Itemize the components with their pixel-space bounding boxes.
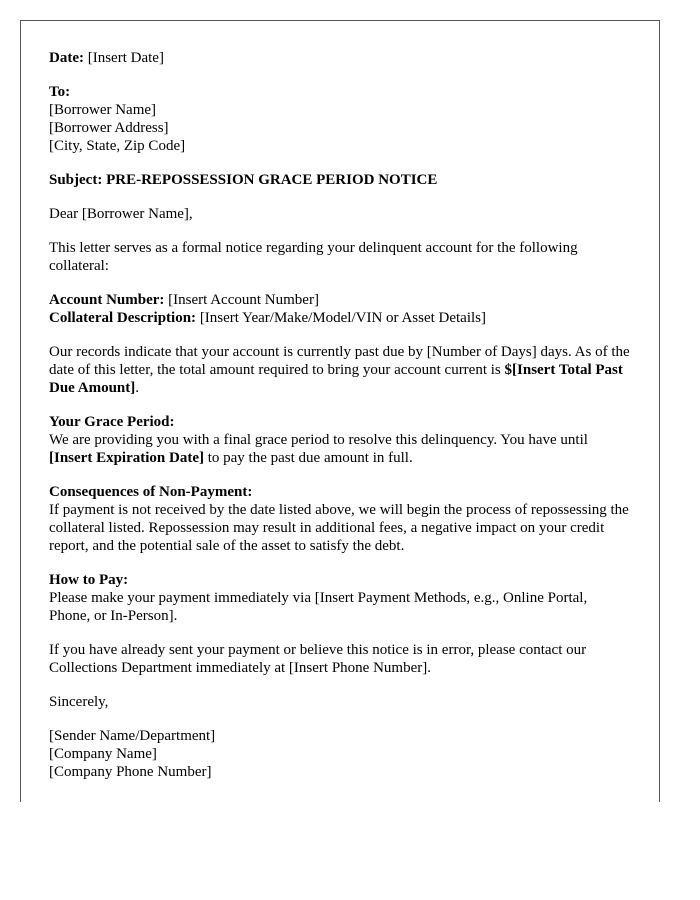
recipient-city: [City, State, Zip Code]	[49, 138, 186, 154]
account-number-label: Account Number:	[49, 292, 165, 308]
how-to-pay-section	[49, 571, 631, 625]
records-text: Our records indicate that your account is currently past due by [Number of Days] days. As of the date of this letter, the total amount required to bring your account current is	[49, 344, 630, 378]
expiration-date: [Insert Expiration Date]	[49, 450, 204, 466]
date-label: Date:	[49, 50, 84, 66]
collateral-value: [Insert Year/Make/Model/VIN or Asset Details]	[199, 310, 487, 326]
company-name: [Company Name]	[49, 746, 157, 762]
recipient-address: [Borrower Address]	[49, 120, 169, 136]
signature-block	[49, 727, 631, 781]
contact-paragraph: If you have already sent your payment or believe this notice is in error, please contact our Collections Department immediately at [Insert Phone Number].	[49, 642, 587, 676]
date-line	[49, 49, 631, 67]
subject: Subject: PRE-REPOSSESSION GRACE PERIOD NOTICE	[49, 172, 438, 188]
how-to-pay-heading: How to Pay:	[49, 572, 129, 588]
records-end: .	[135, 380, 140, 396]
recipient-name: [Borrower Name]	[49, 102, 157, 118]
date-value: [Insert Date]	[87, 50, 164, 66]
intro-paragraph: This letter serves as a formal notice regarding your delinquent account for the following collateral:	[49, 240, 578, 274]
account-details	[49, 291, 631, 327]
how-to-pay-text: Please make your payment immediately via [Insert Payment Methods, e.g., Online Portal, Phone, or In-Person].	[49, 590, 588, 624]
grace-period-section	[49, 413, 631, 467]
company-phone: [Company Phone Number]	[49, 764, 212, 780]
collateral-label: Collateral Description:	[49, 310, 197, 326]
past-due-amount: $[Insert Total Past Due Amount]	[49, 362, 623, 396]
consequences-text: If payment is not received by the date listed above, we will begin the process of repossessing the collateral listed. Repossession may result in additional fees, a negative impact on your credit report, and the potential sale of the asset to satisfy the debt.	[49, 502, 629, 554]
to-label: To:	[49, 84, 71, 100]
subject-line	[49, 171, 631, 189]
grace-text-1: We are providing you with a final grace period to resolve this delinquency. You have until	[49, 432, 588, 448]
collateral-line	[49, 309, 631, 327]
closing: Sincerely,	[49, 694, 109, 710]
consequences-heading: Consequences of Non-Payment:	[49, 484, 253, 500]
recipient-block	[49, 83, 631, 155]
consequences-section	[49, 483, 631, 555]
records-paragraph	[49, 343, 631, 397]
account-number-value: [Insert Account Number]	[168, 292, 319, 308]
grace-text-2: to pay the past due amount in full.	[207, 450, 413, 466]
salutation: Dear [Borrower Name],	[49, 206, 193, 222]
sender-name: [Sender Name/Department]	[49, 728, 216, 744]
grace-period-heading: Your Grace Period:	[49, 414, 175, 430]
letter-page	[20, 20, 660, 802]
account-number-line	[49, 291, 631, 309]
